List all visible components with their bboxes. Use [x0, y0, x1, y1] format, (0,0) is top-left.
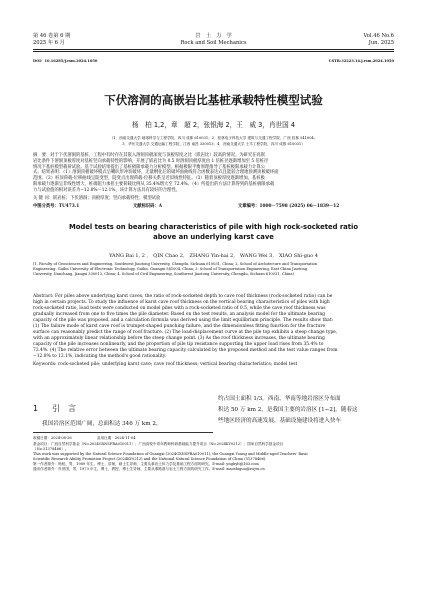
- abstract-en-line: capacity of the pile was proposed, and a calculation formula was derived using the limit equilibrium principle. The results show that:: [33, 318, 334, 323]
- footnote-line: Scientific Research Ability Promotion Project (2024KY0212) and the National Natural Science Foundation of China (51378466).: [33, 456, 267, 461]
- abstract-en-line: capacity of the pile increases nonlinearly, and the proportion of pile tip resistance supporting the upper load rises from 35.4% to: [33, 342, 324, 347]
- abstract-en-line: surface can reasonably predict the range of roof fracture. (2) The load-displacement curve at the pile top exhibits a steep change type,: [33, 330, 338, 335]
- volume-issue-cn: 第 46 卷第 6 期: [33, 33, 71, 39]
- title-en-line1: Model tests on bearing characteristics of pile with high rock-socketed ratio: [68, 223, 359, 231]
- abstract-en-line: rock-socketed ratio, load tests were conducted on model piles with a rock-socketed ratio of 0.5, while the cave roof thickness was: [33, 306, 326, 311]
- cstr: CSTR:32223.14.j.rsm.2024.1050: [328, 59, 394, 63]
- footnote-line: 第一作者简介：杨柏，男，1989 年生，博士，讲师，硕士生导师，主要从事岩土体力学及基础工程方面的研究。E-mail: ynghyb@163.com: [33, 461, 259, 466]
- date-en: Jun. 2025: [368, 40, 394, 46]
- affiliation-en-line: Engineering, Guilin University of Electronic Technology, Guilin, Guangxi 541004, China; 3. School of Transportation Engineering, East China Jiaotong: [33, 266, 308, 271]
- footnote-line: （No.51378466）。: [33, 446, 69, 451]
- footnote-line: 基金项目：广西自然科学基金（No.2024GXNSFBA010011）；广西高校中青年教师科研基础能力提升项目（No.2024KY0212）；国家自然科学基金项目: [33, 442, 284, 446]
- abstract-en-line: (1) The failure mode of karst cave roof is trumpet-shaped punching failure, and the dimensionless fitting function for the fracture: [33, 324, 326, 329]
- intro-right-column: [218, 394, 394, 426]
- footnote-line: 通讯作者简介：肖世国，男，1973 年生，博士，教授，博士生导师，主要从事路基与岩土工程方面的研究工作。E-mail: xiaoshiguo@swjtu.cn: [33, 466, 265, 471]
- document-code: 文献标识码：A: [133, 204, 163, 209]
- abstract-en-line: −12.8% to 12.1%, indicating the method's good rationality.: [33, 354, 167, 359]
- abstract-cn-line: 力与试验值的相对误差为−12.8%～12.1%，该计算方法具有较好的合理性。: [33, 187, 180, 193]
- abstract-en-line: 72.4%. (4) The relative error between the ultimate bearing capacity calculated by the proposed method and the test value ranges from: [33, 348, 338, 353]
- footnote-rule: [33, 432, 213, 433]
- affiliation-cn-1: （1．西南交通大学 地球科学与工程学院，四川 成都 610031；2．桂林电子科技大学 建筑与交通工程学院，广西 桂林 541004；: [109, 136, 318, 140]
- abstract-en: [33, 294, 394, 360]
- footnote-dates: 收稿日期：2024-08-26 录用日期：2024-11-04: [33, 436, 136, 440]
- footnote-funding: [33, 442, 394, 471]
- abstract-en-line: Abstract: For piles above underlying karst caves, the ratio of rock-socketed depth to cave roof thickness (rock-socketed ratio) can be: [33, 294, 333, 299]
- keywords-cn: 关 键 词：嵌岩桩；下伏溶洞；顶板厚度；竖向承载特性；模型试验: [33, 196, 161, 201]
- abstract-en-line: gradually increased from one to five times the pile diameter. Based on the test results, an analysis model for the ultimate bearing: [33, 312, 326, 317]
- title-en-line2: above an underlying karst cave: [153, 233, 274, 241]
- abstract-cn-line: 式。结果表明：（1）溶洞顶板破坏模式呈喇叭形冲切破坏，无量纲化后的破坏面曲线符合函数表达式且能较合理地预测顶板破坏面: [33, 170, 279, 176]
- abstract-cn-line: 范围。（2）桩顶荷载-位移曲线呈陡变型，陡变点出现荷载-位移关系呈近似线性特征。（3）随着顶板厚度逐渐增加，基桩极: [33, 176, 265, 182]
- intro-right-line: 积达 50 万 km 2，是我国主要的岩溶区 [1−2]。随着这: [218, 406, 358, 413]
- header-rule-thin: [33, 51, 394, 52]
- intro-left-line: 我国岩溶区范围广阔，总面积达 346 万 km 2，: [42, 421, 162, 427]
- journal-name-cn: 岩 土 力 学: [195, 33, 232, 39]
- authors-en: YANG Bai 1, 2 , QIN Chao 2, ZHANG Yin-hai 2, WANG Wei 3, XIAO Shi-guo 4: [109, 253, 318, 259]
- section-heading: 引 言: [52, 404, 76, 413]
- intro-right-line: 约占国土面积 1/3。西南、华南等地岩溶区分布面: [218, 396, 341, 402]
- abstract-cn-line: 岩比条件下溶洞顶板厚度对基桩竖向承载特性的影响，开展了嵌岩比为 0.5 时溶洞顶板厚度由 1 倍桩径逐渐增加至 5 倍桩径: [33, 158, 269, 164]
- clc-number: 中图分类号：TU473.1: [33, 204, 80, 209]
- title-cn: 下伏溶洞的高嵌岩比基桩承载特性模型试验: [104, 93, 323, 107]
- abstract-cn-line: 限承载力逐渐呈非线性增大，桩端阻力承担主要荷载比例从 35.4%增大至 72.4%。（4）所提出的方法计算得到的基桩极限承载: [33, 181, 275, 187]
- doi: DOI：10.16285/j.rsm.2024.1050: [33, 59, 98, 63]
- journal-name-en: Rock and Soil Mechanics: [180, 40, 247, 46]
- affiliation-en-line: University, Nanchang, Jiangxi 330013, China; 4. School of Civil Engineering, Southwest Jiaotong University, Chengdu, Sichuan 610031, China): [33, 271, 294, 276]
- affiliation-en: [33, 262, 394, 277]
- intro-right-line: 些地区经济的高速发展，基础设施建设将进入快车: [218, 417, 342, 424]
- affiliation-en-line: (1. Faculty of Geosciences and Engineering, Southwest Jiaotong University, Chengdu, Sichuan 610031, China; 2. School of Architecture and Transportation: [33, 262, 318, 266]
- abstract-en-line: high in certain projects. To study the influence of karst cave roof thickness on the vertical bearing characteristics of piles with high: [33, 300, 330, 305]
- header-rule: [33, 49, 394, 50]
- keywords-en: Keywords: rock-socketed pile; underlying karst cave; cave roof thickness; vertical bearing characteristics; model test: [33, 362, 298, 367]
- article-number: 文章编号：1000－7598 (2025) 06－1839－12: [238, 204, 340, 209]
- abstract-cn-line: 情况下基桩模型载荷试验。基于试验结果提出了基桩极限承载力分析模型。根据极限平衡原理推导了基桩极限承载力计算公: [33, 164, 266, 170]
- authors-cn: 杨 柏 1,2，章 超 2，张银海 2，王 威 3，肖世国 4: [131, 121, 296, 129]
- footnote-line: This work was supported by the Natural Science Foundation of Guangxi (2024GXNSFBA010011), the Guangxi Young and Middle-aged Teachers' Basic: [33, 451, 309, 456]
- section-number: 1: [33, 404, 39, 413]
- date-cn: 2025 年 6 月: [33, 40, 65, 46]
- affiliation-cn-2: 3．华东交通大学 交通运输工程学院，江西 南昌 330013；4．西南交通大学 土木工程学院，四川 成都 610031）: [122, 141, 305, 146]
- volume-issue-en: Vol.46 No.6: [363, 33, 394, 39]
- abstract-cn-line: 摘 要：对于下伏溶洞的基桩，工程中有时存在其嵌入溶洞顶板深度与顶板厚度之比（嵌岩比）较高的情况。为研究在高嵌: [33, 153, 266, 158]
- abstract-en-line: with an approximately linear relationship before the steep change point. (3) As the roof thickness increases, the ultimate bearing: [33, 336, 325, 341]
- abstract-cn: [33, 153, 394, 194]
